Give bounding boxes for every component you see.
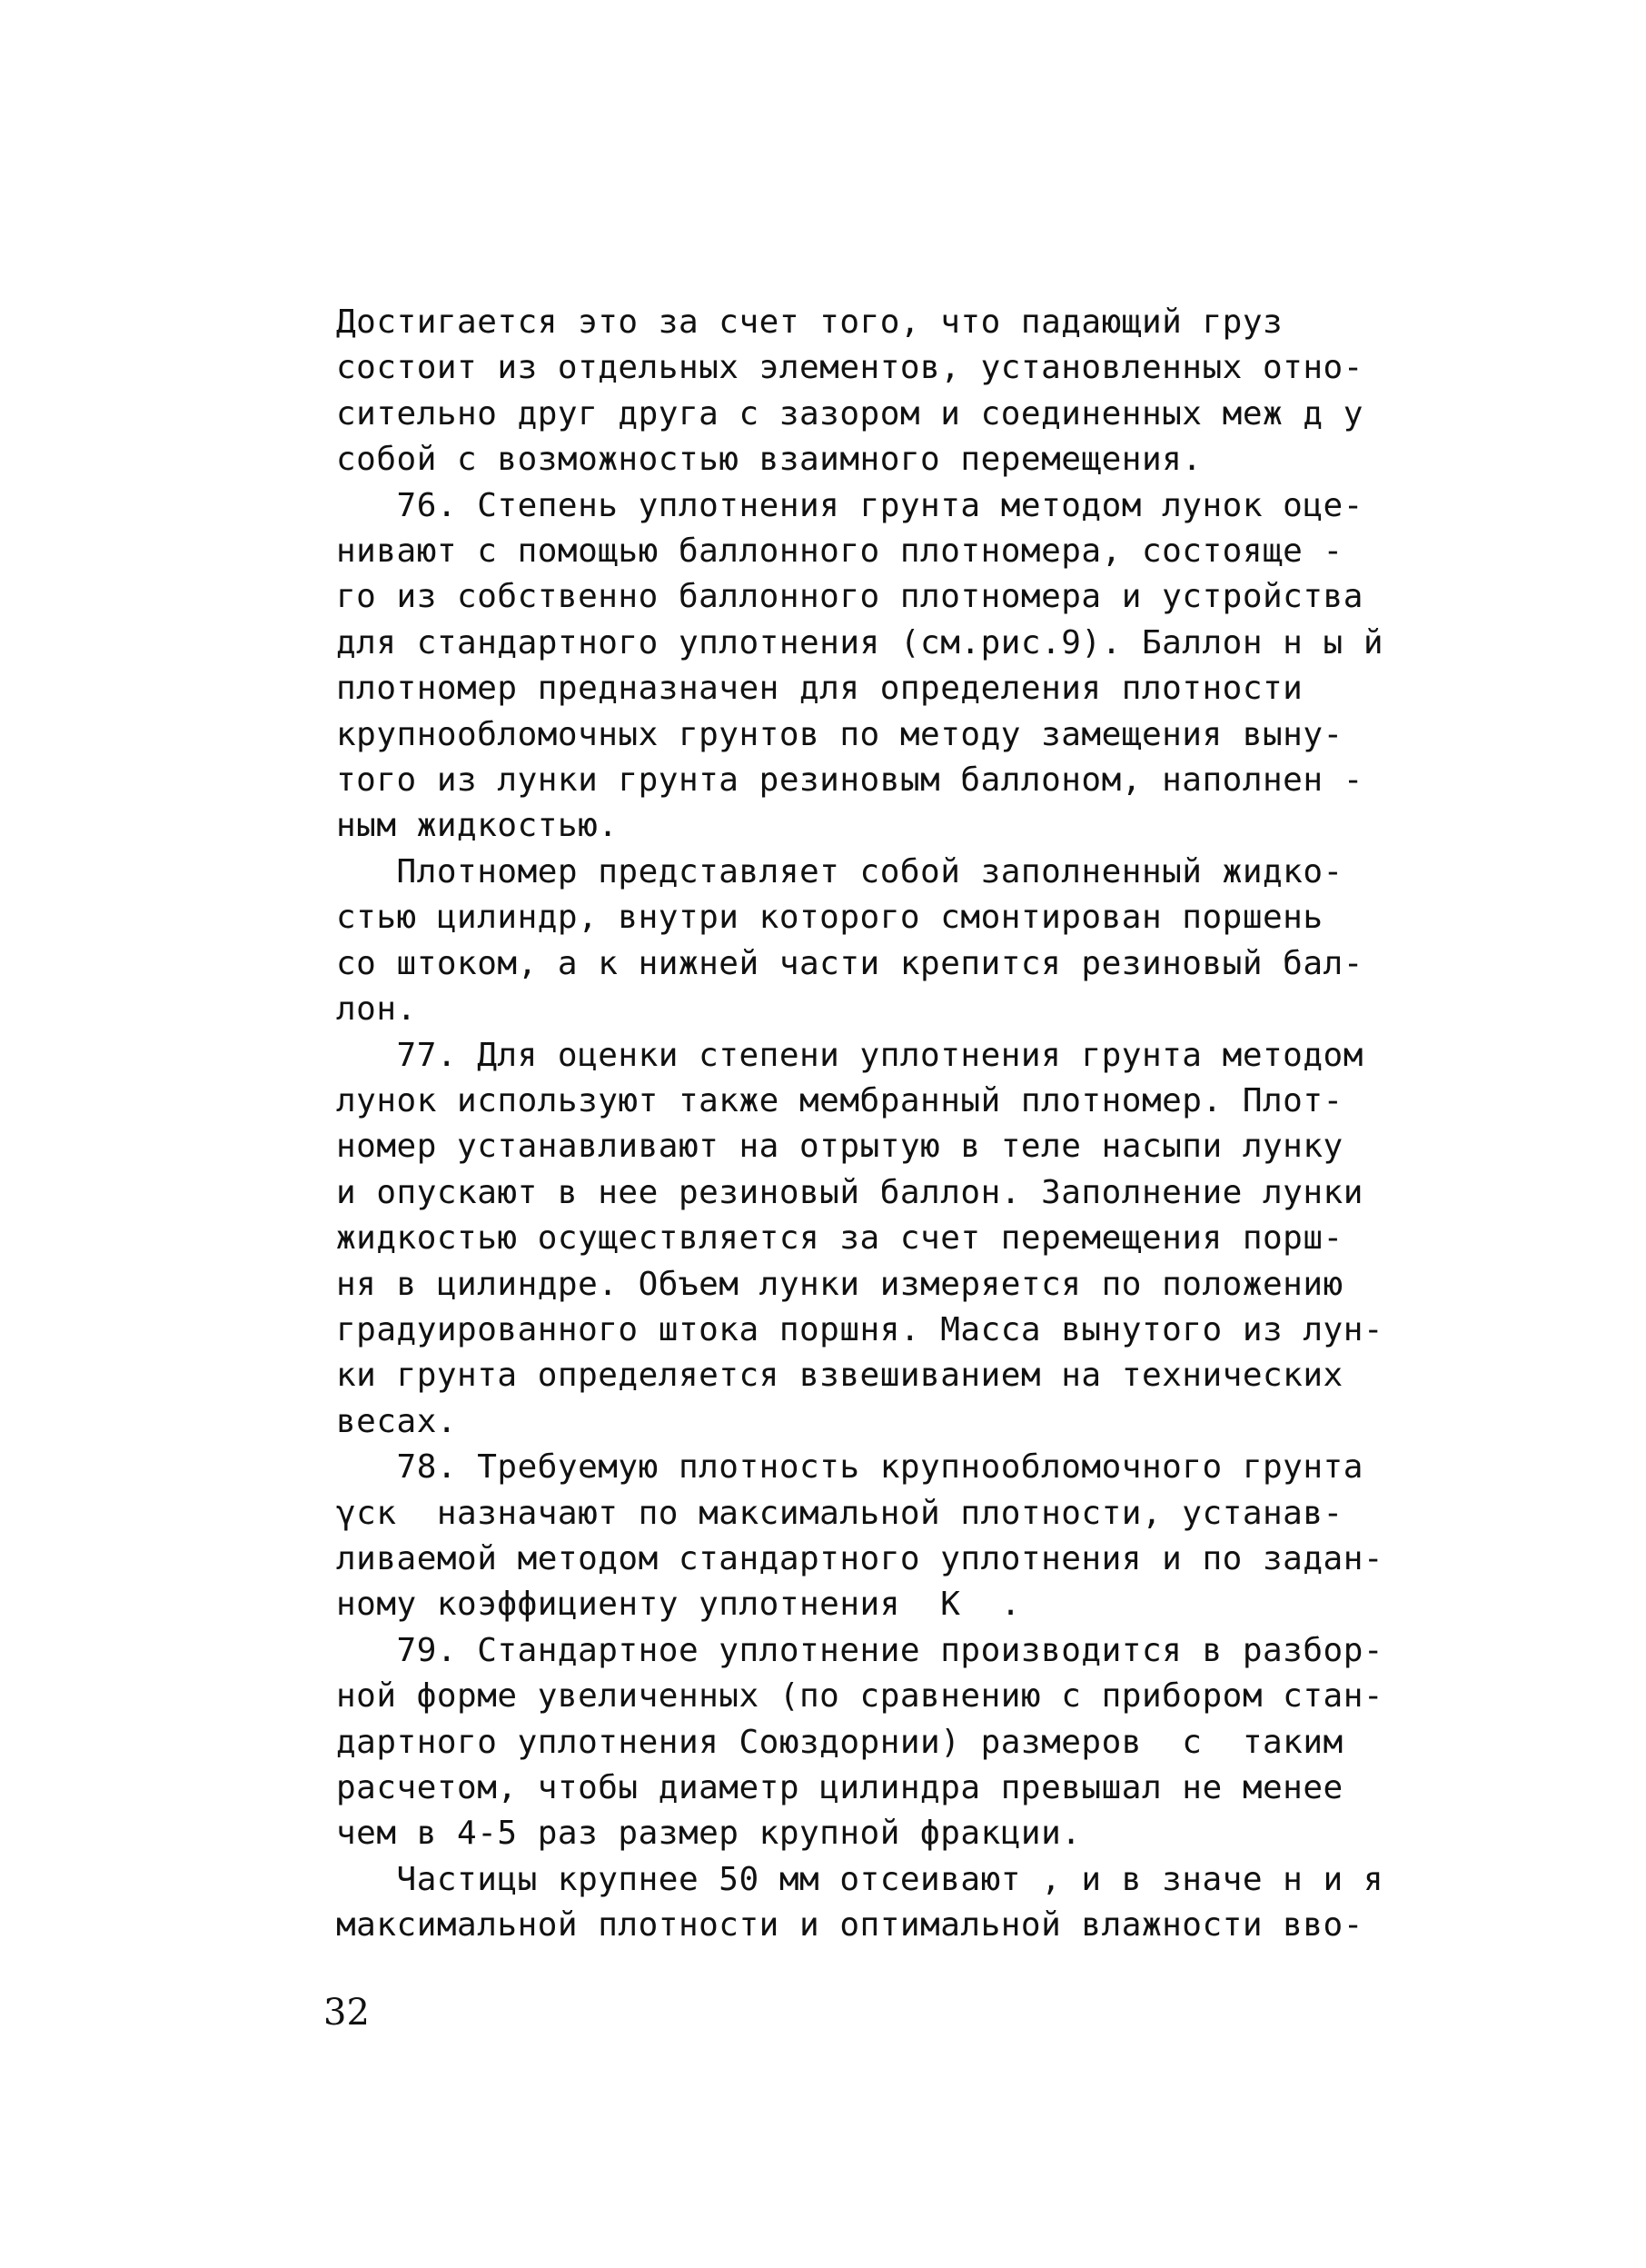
text-line: лон. bbox=[336, 990, 417, 1029]
text-line: ня в цилиндре. Объем лунки измеряется по положению bbox=[336, 1265, 1344, 1303]
text-line: дартного уплотнения Союздорнии) размеров с таким bbox=[336, 1723, 1344, 1761]
text-line: лунок используют также мембранный плотномер. Плот- bbox=[336, 1081, 1344, 1119]
page-number: 32 bbox=[323, 1992, 370, 2034]
text-line: ному коэффициенту уплотнения К . bbox=[336, 1586, 1021, 1624]
text-line: 76. Степень уплотнения грунта методом лунок оце- bbox=[336, 486, 1363, 524]
text-line: ной форме увеличенных (по сравнению с прибором стан- bbox=[336, 1677, 1384, 1716]
text-line: расчетом, чтобы диаметр цилиндра превышал не менее bbox=[336, 1769, 1344, 1806]
text-line: γск назначают по максимальной плотности, устанав- bbox=[336, 1494, 1344, 1532]
text-line: ливаемой методом стандартного уплотнения и по задан- bbox=[336, 1539, 1384, 1577]
text-line: 79. Стандартное уплотнение производится в разбор- bbox=[336, 1631, 1384, 1669]
text-line: состоит из отдельных элементов, установленных отно- bbox=[336, 349, 1363, 387]
text-line: со штоком, а к нижней части крепится резиновый бал- bbox=[336, 944, 1363, 982]
text-line: нивают с помощью баллонного плотномера, состояще - bbox=[336, 532, 1344, 571]
text-line: номер устанавливают на отрытую в теле насыпи лунку bbox=[336, 1128, 1344, 1166]
text-line: максимальной плотности и оптимальной влажности вво- bbox=[336, 1906, 1363, 1945]
text-line: жидкостью осуществляется за счет перемещения порш- bbox=[336, 1219, 1344, 1258]
text-line: стью цилиндр, внутри которого смонтирован поршень bbox=[336, 899, 1324, 937]
text-line: чем в 4-5 раз размер крупной фракции. bbox=[336, 1815, 1082, 1853]
text-line: Достигается это за счет того, что падающий груз bbox=[336, 303, 1284, 341]
text-line: для стандартного уплотнения (см.рис.9). Баллон н ы й bbox=[336, 623, 1384, 662]
text-line: плотномер предназначен для определения плотности bbox=[336, 670, 1304, 708]
text-line: собой с возможностью взаимного перемещения. bbox=[336, 441, 1203, 479]
text-line: и опускают в нее резиновый баллон. Заполнение лунки bbox=[336, 1173, 1363, 1211]
body-text bbox=[336, 300, 1499, 1949]
text-line: Частицы крупнее 50 мм отсеивают , и в значе н и я bbox=[336, 1860, 1384, 1898]
text-line: ным жидкостью. bbox=[336, 807, 619, 845]
text-line: крупнообломочных грунтов по методу замещения выну- bbox=[336, 715, 1344, 753]
text-line: 78. Требуемую плотность крупнообломочного грунта bbox=[336, 1448, 1363, 1487]
text-line: го из собственно баллонного плотномера и устройства bbox=[336, 578, 1363, 616]
text-line: градуированного штока поршня. Масса вынутого из лун- bbox=[336, 1310, 1384, 1348]
text-line: того из лунки грунта резиновым баллоном, наполнен - bbox=[336, 761, 1363, 800]
text-line: 77. Для оценки степени уплотнения грунта методом bbox=[336, 1036, 1363, 1074]
text-line: Плотномер представляет собой заполненный жидко- bbox=[336, 852, 1344, 890]
text-line: ки грунта определяется взвешиванием на технических bbox=[336, 1357, 1344, 1395]
text-line: весах. bbox=[336, 1402, 458, 1440]
text-line: сительно друг друга с зазором и соединенных меж д у bbox=[336, 394, 1363, 433]
